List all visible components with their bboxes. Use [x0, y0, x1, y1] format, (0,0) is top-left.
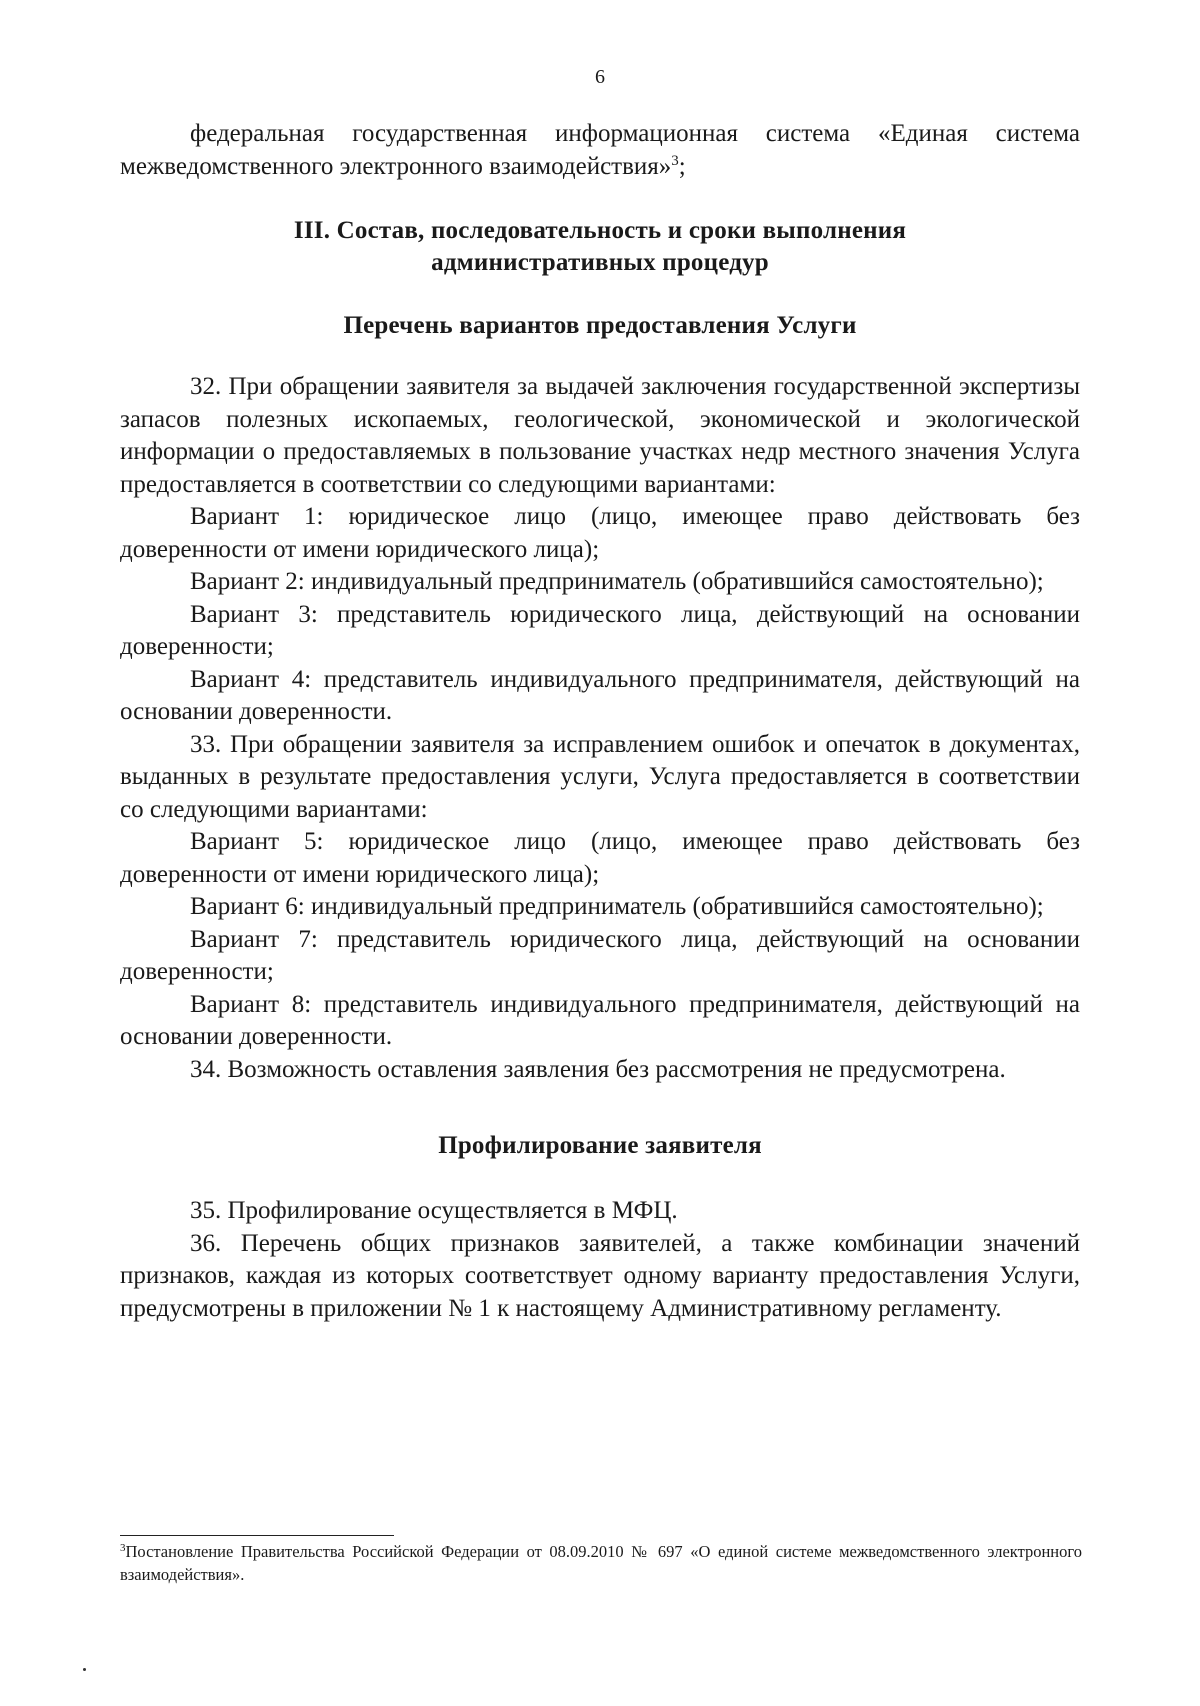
page-content [120, 118, 1080, 1325]
intro-paragraph [120, 118, 1080, 183]
footnote-text: Постановление Правительства Российской Федерации от 08.09.2010 № 697 «О единой системе межведомственного электронного взаимодействия». [120, 1542, 1082, 1584]
variants-list [120, 371, 1080, 1086]
paragraph-35: 35. Профилирование осуществляется в МФЦ. [190, 1197, 678, 1224]
variant-2: Вариант 2: индивидуальный предприниматель (обратившийся самостоятельно); [190, 568, 1044, 595]
footnote-marker: 3 [120, 1542, 126, 1554]
footnote [120, 1540, 1082, 1586]
variant-7: Вариант 7: представитель юридического лица, действующий на основании доверенности; [120, 925, 1080, 985]
variant-3: Вариант 3: представитель юридического лица, действующий на основании доверенности; [120, 600, 1080, 660]
paragraph-34: 34. Возможность оставления заявления без рассмотрения не предусмотрена. [190, 1055, 1006, 1083]
section-heading: III. Состав, последовательность и сроки выполнения административных процедур [293, 217, 907, 276]
variant-6: Вариант 6: индивидуальный предприниматель (обратившийся самостоятельно); [190, 893, 1044, 920]
paragraph-33: 33. При обращении заявителя за исправлением ошибок и опечаток в документах, выданных в результате предоставления услуги, Услуга предоставляется в соответствии со следующими вариантами: [120, 730, 1080, 823]
variant-1: Вариант 1: юридическое лицо (лицо, имеющее право действовать без доверенности от имени юридического лица); [120, 503, 1080, 563]
variant-8: Вариант 8: представитель индивидуального предпринимателя, действующий на основании доверенности. [120, 990, 1080, 1050]
page-number: 6 [595, 66, 605, 88]
intro-end: ; [678, 152, 686, 180]
intro-text: федеральная государственная информационная система «Единая система межведомственного электронного взаимодействия» [120, 120, 1080, 180]
subheading-profiling: Профилирование заявителя [438, 1132, 762, 1159]
subheading-variants: Перечень вариантов предоставления Услуги [343, 312, 857, 339]
paragraph-32: 32. При обращении заявителя за выдачей заключения государственной экспертизы запасов полезных ископаемых, геологической, экономической и экологической информации о предоставляемых в пользование участках недр местного значения Услуга предоставляется в соответствии со следующими вариантами: [120, 373, 1080, 498]
footnote-divider [120, 1535, 394, 1536]
variant-5: Вариант 5: юридическое лицо (лицо, имеющее право действовать без доверенности от имени юридического лица); [120, 828, 1080, 888]
footnote-reference[interactable]: 3 [671, 152, 679, 169]
profiling-list [120, 1195, 1080, 1325]
scan-speck [83, 1668, 86, 1671]
paragraph-36: 36. Перечень общих признаков заявителей, а также комбинации значений признаков, каждая из которых соответствует одному варианту предоставления Услуги, предусмотрены в приложении № 1 к настоящему Административному регламенту. [120, 1229, 1080, 1322]
variant-4: Вариант 4: представитель индивидуального предпринимателя, действующий на основании доверенности. [120, 665, 1080, 725]
